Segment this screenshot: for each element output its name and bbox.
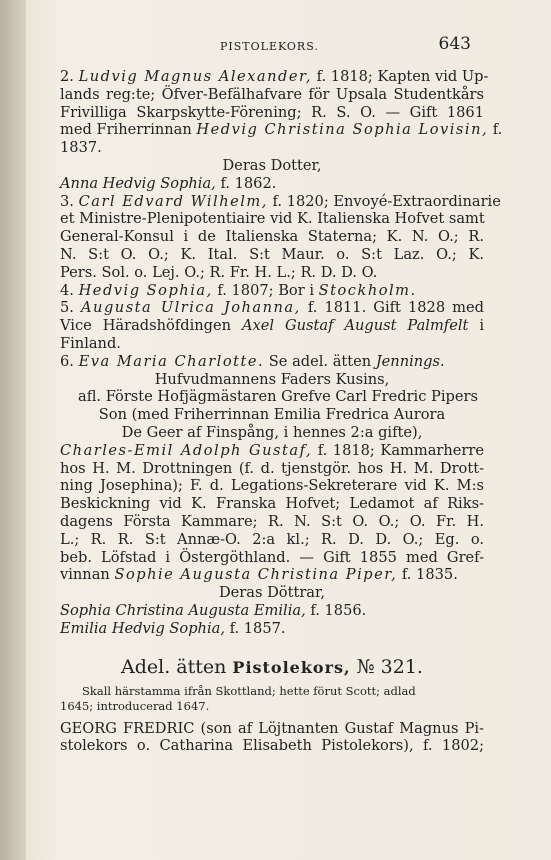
text-line: 6. Eva Maria Charlotte. Se adel. ätten Jennings. [60, 352, 445, 370]
intro-line: Skall härstamma ifrån Skottland; hette förut Scott; adlad [82, 683, 416, 698]
text-line: 2. Ludvig Magnus Alexander, f. 1818; Kapten vid Up- [60, 68, 489, 85]
text-line: Son (med Friherrinnan Emilia Fredrica Aurora [98, 406, 446, 424]
text-line: General-Konsul i de Italienska Staterna; K. N. O.; R. [60, 228, 484, 246]
page-header [60, 36, 471, 56]
text-line: lands reg:te; Öfver-Befälhafvare för Upsala Studentkårs [60, 85, 484, 103]
text-line: Charles-Emil Adolph Gustaf, f. 1818; Kammarherre [60, 441, 484, 459]
text-line: 3. Carl Edvard Wilhelm, f. 1820; Envoyé-Extraordinarie [60, 192, 501, 210]
text-line: 5. Augusta Ulrica Johanna, f. 1811. Gift 1828 med [60, 299, 484, 317]
text-line: GEORG FREDRIC (son af Löjtnanten Gustaf Magnus Pi- [60, 719, 484, 737]
section-title: Adel. ätten Pistolekors, № 321. [121, 655, 423, 678]
text-line: Sophia Christina Augusta Emilia, f. 1856. [60, 601, 367, 619]
book-spine-shadow [0, 0, 26, 860]
section-gap [60, 638, 484, 654]
intro-line: 1645; introducerad 1647. [60, 698, 210, 713]
running-title: PISTOLEKORS. [220, 40, 319, 53]
text-line: Anna Hedvig Sophia, f. 1862. [60, 174, 277, 192]
text-line: Deras Döttrar, [218, 584, 326, 602]
text-line: Frivilliga Skarpskytte-Förening; R. S. O. — Gift 1861 [60, 103, 484, 121]
text-line: med Friherrinnan Hedvig Christina Sophia Lovisin, f. [60, 121, 503, 139]
text-line: Hufvudmannens Faders Kusins, [154, 370, 390, 388]
text-line: L.; R. R. S:t Annæ-O. 2:a kl.; R. D. D. O.; Eg. o. [60, 530, 484, 548]
text-line: De Geer af Finspång, i hennes 2:a gifte), [121, 423, 423, 441]
text-line: beb. Löfstad i Östergöthland. — Gift 1855 med Gref- [60, 548, 484, 566]
text-line: Beskickning vid K. Franska Hofvet; Ledamot af Riks- [60, 495, 484, 513]
text-line: vinnan Sophie Augusta Christina Piper, f. 1835. [60, 566, 458, 584]
text-line: Pers. Sol. o. Lej. O.; R. Fr. H. L.; R. D. D. O. [60, 263, 378, 281]
text-line: Deras Dotter, [222, 156, 322, 174]
page-text [60, 68, 503, 755]
text-line: stolekors o. Catharina Elisabeth Pistolekors), f. 1802; [60, 737, 484, 755]
text-line: afl. Förste Hofjägmästaren Grefve Carl Fredric Pipers [78, 388, 478, 406]
text-line: ning Josephina); F. d. Legations-Sekreterare vid K. M:s [60, 477, 484, 495]
page-number: 643 [438, 34, 471, 54]
text-line: Emilia Hedvig Sophia, f. 1857. [60, 619, 286, 637]
text-line: 1837. [60, 139, 102, 157]
text-line: N. S:t O. O.; K. Ital. S:t Maur. o. S:t Laz. O.; K. [60, 245, 484, 263]
text-line: Vice Häradshöfdingen Axel Gustaf August Palmfelt i [60, 317, 484, 335]
text-line: Finland. [60, 334, 121, 352]
text-line: 4. Hedvig Sophia, f. 1807; Bor i Stockholm. [60, 281, 417, 299]
text-line: hos H. M. Drottningen (f. d. tjenstgör. hos H. M. Drott- [60, 459, 484, 477]
text-line: et Ministre-Plenipotentiaire vid K. Italienska Hofvet samt [60, 210, 485, 228]
text-line: dagens Första Kammare; R. N. S:t O. O.; O. Fr. H. [60, 512, 484, 530]
